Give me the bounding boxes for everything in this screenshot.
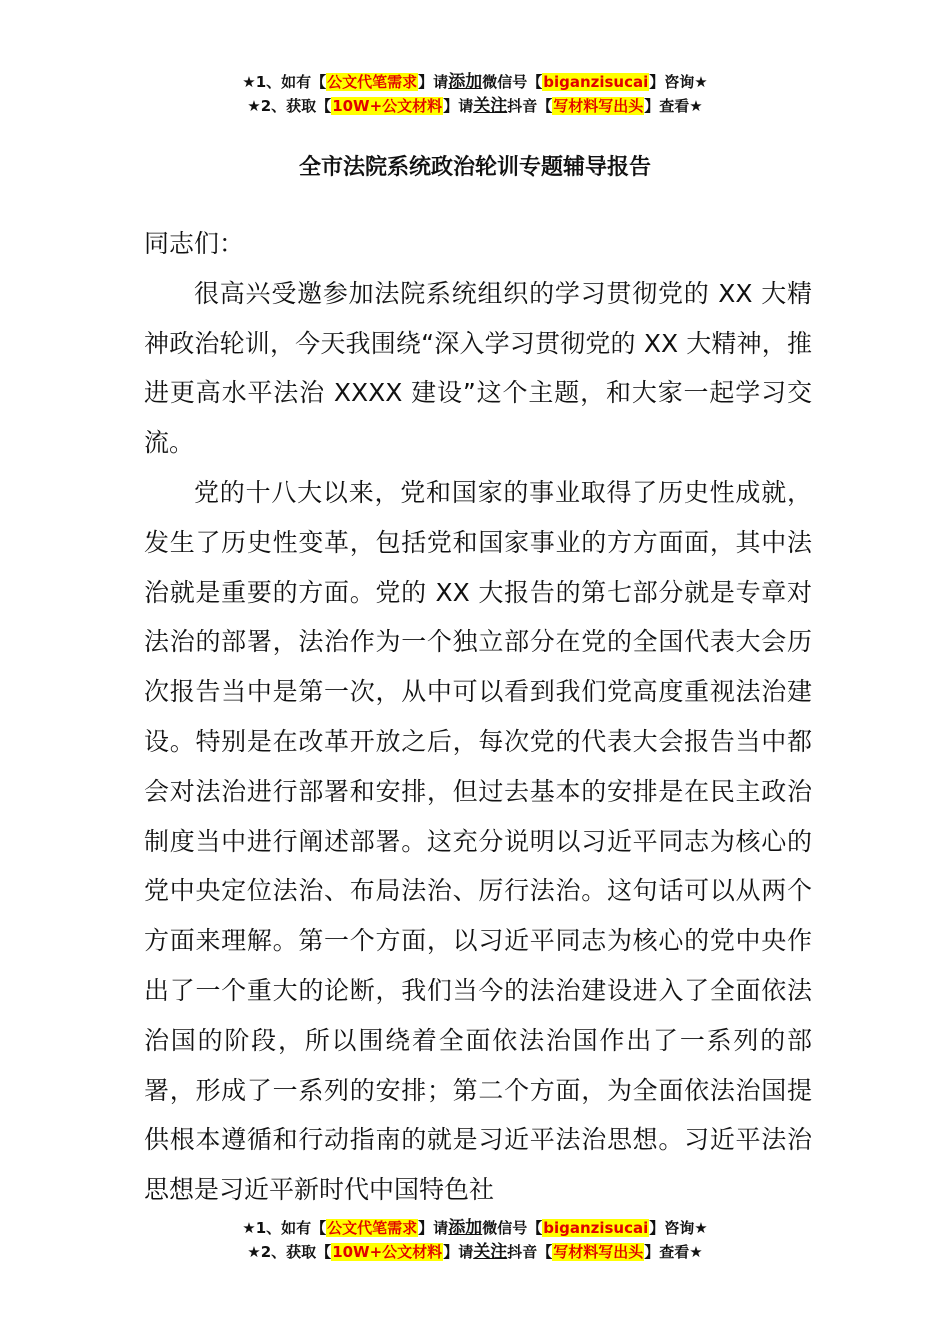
paragraph: 党的十八大以来，党和国家的事业取得了历史性成就，发生了历史性变革，包括党和国家事业的方方面面，其中法治就是重要的方面。党的 XX 大报告的第七部分就是专章对法治的部署，法治作为一个独立部分在党的全国代表大会历次报告当中是第一次，从中可以看到我们党高度重视法治建设。特别是在改革开放之后，每次党的代表大会报告当中都会对法治进行部署和安排，但过去基本的安排是在民主政治制度当中进行阐述部署。这充分说明以习近平同志为核心的党中央定位法治、布局法治、厉行法治。这句话可以从两个方面来理解。第一个方面，以习近平同志为核心的党中央作出了一个重大的论断，我们当今的法治建设进入了全面依法治国的阶段，所以围绕着全面依法治国作出了一系列的部署，形成了一系列的安排；第二个方面，为全面依法治国提供根本遵循和行动指南的就是习近平法治思想。习近平法治思想是习近平新时代中国特色社 xyxy=(144,477,812,1205)
banner-emphasis: 关注 xyxy=(473,1242,508,1262)
document-body xyxy=(144,219,812,1219)
banner-line-1: ★1、如有【公文代笔需求】请添加微信号【biganzisucai】咨询★ xyxy=(242,72,708,92)
paragraph: 很高兴受邀参加法院系统组织的学习贯彻党的 XX 大精神政治轮训，今天我围绕“深入学习贯彻党的 XX 大精神，推进更高水平法治 XXXX 建设”这个主题，和大家一起学习交流。 xyxy=(144,278,812,458)
banner-emphasis: 添加 xyxy=(448,72,483,92)
banner-highlight: 10W+公文材料 xyxy=(332,1243,443,1261)
banner-highlight: 写材料写出头 xyxy=(553,97,644,115)
footer-banner xyxy=(0,1216,950,1264)
banner-highlight: 写材料写出头 xyxy=(553,1243,644,1261)
banner-emphasis: 关注 xyxy=(473,96,508,116)
body-clip xyxy=(144,219,812,1219)
banner-highlight: biganzisucai xyxy=(543,1219,649,1237)
document-title: 全市法院系统政治轮训专题辅导报告 xyxy=(298,155,651,180)
banner-line-2: ★2、获取【10W+公文材料】请关注抖音【写材料写出头】查看★ xyxy=(247,96,703,116)
banner-highlight: 公文代笔需求 xyxy=(327,1219,418,1237)
banner-line-1: ★1、如有【公文代笔需求】请添加微信号【biganzisucai】咨询★ xyxy=(242,1218,708,1238)
banner-line-2: ★2、获取【10W+公文材料】请关注抖音【写材料写出头】查看★ xyxy=(247,1242,703,1262)
banner-highlight: biganzisucai xyxy=(543,73,649,91)
banner-highlight: 10W+公文材料 xyxy=(332,97,443,115)
banner-emphasis: 添加 xyxy=(448,1218,483,1238)
banner-highlight: 公文代笔需求 xyxy=(327,73,418,91)
header-banner xyxy=(0,70,950,118)
salutation: 同志们： xyxy=(144,229,245,258)
